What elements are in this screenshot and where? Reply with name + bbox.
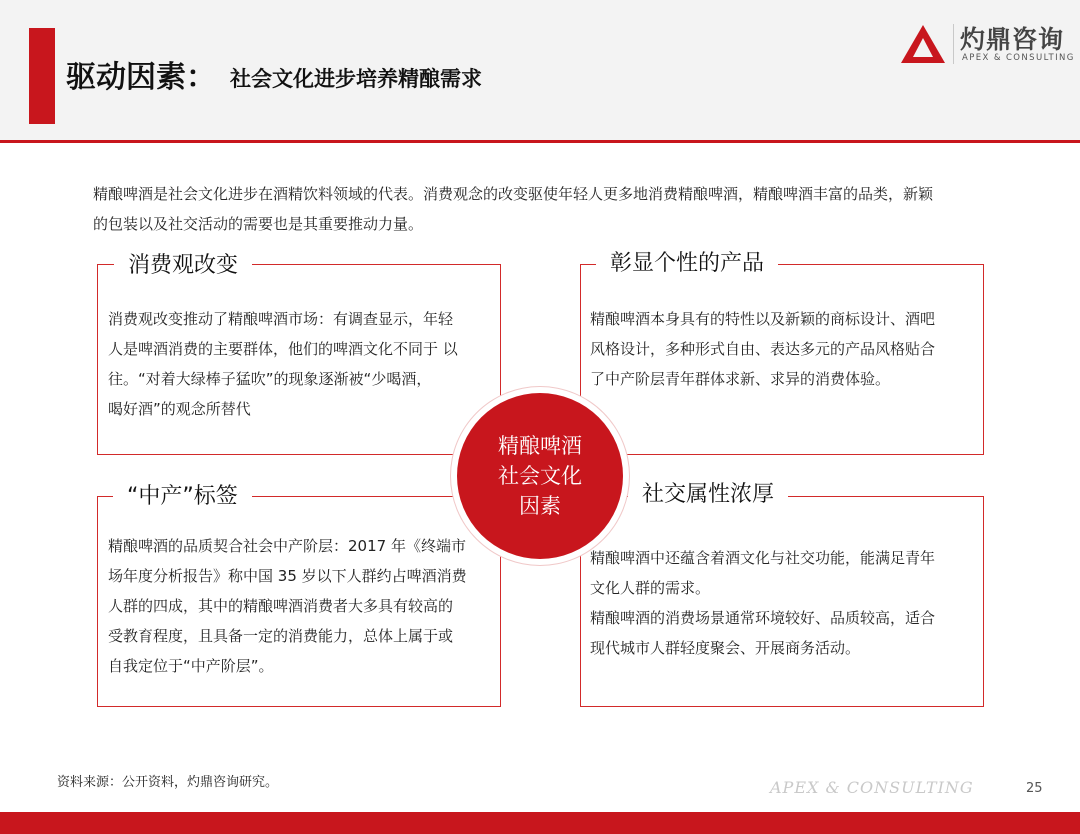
text-line: 精酿啤酒的消费场景通常环境较好、品质较高，适合 xyxy=(590,609,936,627)
text-line: 风格设计，多种形式自由、表达多元的产品风格贴合 xyxy=(590,340,936,358)
header-divider xyxy=(0,140,1080,143)
watermark: APEX & CONSULTING xyxy=(770,778,974,797)
factor-text-middle-class-label xyxy=(108,531,493,681)
circle-line: 精酿啤酒 xyxy=(498,434,582,458)
logo-triangle-icon xyxy=(900,24,946,64)
text-line: 喝好酒”的观念所替代 xyxy=(108,400,251,418)
intro-paragraph xyxy=(93,179,1013,239)
text-line: 了中产阶层青年群体求新、求异的消费体验。 xyxy=(590,370,891,388)
page-subtitle: 社会文化进步培养精酿需求 xyxy=(230,67,482,91)
source-note: 资料来源：公开资料，灼鼎咨询研究。 xyxy=(57,775,279,790)
text-line: 受教育程度，且具备一定的消费能力，总体上属于或 xyxy=(108,627,454,645)
logo-divider xyxy=(953,24,954,64)
company-logo xyxy=(900,22,1075,68)
circle-line: 因素 xyxy=(519,494,561,518)
title-accent-bar xyxy=(29,28,55,124)
intro-line: 的包装以及社交活动的需要也是其重要推动力量。 xyxy=(93,215,424,233)
text-line: 往。“对着大绿棒子猛吹”的现象逐渐被“少喝酒， xyxy=(108,370,432,388)
circle-line: 社会文化 xyxy=(498,464,582,488)
text-line: 人是啤酒消费的主要群体，他们的啤酒文化不同于 以 xyxy=(108,340,458,358)
factor-title-social-attributes: 社交属性浓厚 xyxy=(628,480,788,510)
factor-title-consumption-change: 消费观改变 xyxy=(114,251,252,281)
factor-text-consumption-change xyxy=(108,304,493,424)
text-line: 自我定位于“中产阶层”。 xyxy=(108,657,274,675)
footer-band xyxy=(0,812,1080,834)
factor-text-social-attributes xyxy=(590,543,975,663)
text-line: 消费观改变推动了精酿啤酒市场：有调查显示，年轻 xyxy=(108,310,454,328)
text-line: 现代城市人群轻度聚会、开展商务活动。 xyxy=(590,639,861,657)
text-line: 精酿啤酒中还蕴含着酒文化与社交功能，能满足青年 xyxy=(590,549,936,567)
text-line: 精酿啤酒的品质契合社会中产阶层：2017 年《终端市 xyxy=(108,537,466,555)
page-title: 驱动因素： xyxy=(66,60,216,95)
intro-line: 精酿啤酒是社会文化进步在酒精饮料领域的代表。消费观念的改变驱使年轻人更多地消费精酿啤酒，精酿啤酒丰富的品类，新颖 xyxy=(93,185,934,203)
factor-title-middle-class-label: “中产”标签 xyxy=(113,482,252,512)
logo-name-en: APEX & CONSULTING xyxy=(962,53,1075,63)
center-circle xyxy=(457,393,623,559)
text-line: 文化人群的需求。 xyxy=(590,579,711,597)
logo-name-cn: 灼鼎咨询 xyxy=(960,25,1065,54)
text-line: 场年度分析报告》称中国 35 岁以下人群约占啤酒消费 xyxy=(108,567,467,585)
text-line: 人群的四成，其中的精酿啤酒消费者大多具有较高的 xyxy=(108,597,454,615)
page-number: 25 xyxy=(1026,781,1043,796)
factor-title-personalized-products: 彰显个性的产品 xyxy=(596,249,778,279)
factor-text-personalized-products xyxy=(590,304,975,394)
text-line: 精酿啤酒本身具有的特性以及新颖的商标设计、酒吧 xyxy=(590,310,936,328)
